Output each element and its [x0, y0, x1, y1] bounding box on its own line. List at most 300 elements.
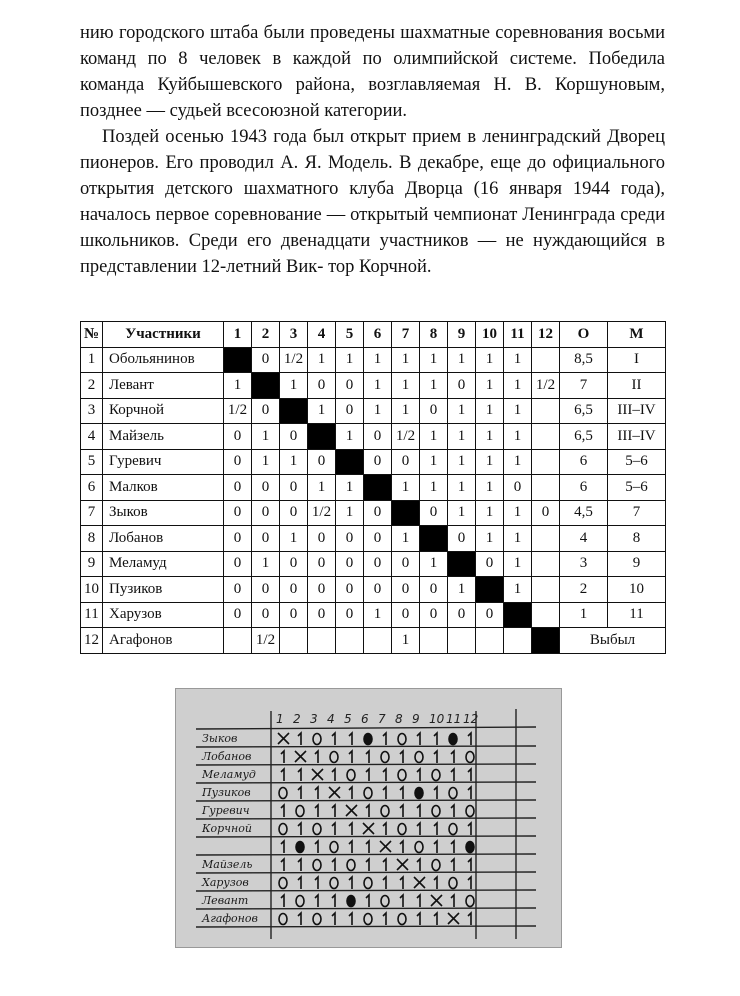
photo-player-names [201, 732, 258, 925]
photo-result-mark [432, 806, 440, 817]
photo-result-mark [346, 805, 357, 816]
result-cell: 1/2 [280, 347, 308, 373]
photo-result-mark [434, 877, 437, 889]
participant-name: Пузиков [103, 577, 224, 603]
photo-result-mark [434, 913, 437, 925]
result-cell: 0 [420, 500, 448, 526]
diagonal-cell [448, 551, 476, 577]
result-cell [532, 449, 560, 475]
photo-result-mark [329, 787, 340, 798]
result-cell: 0 [224, 500, 252, 526]
participant-name: Майзель [103, 424, 224, 450]
photo-header-mark: 7 [378, 712, 386, 726]
photo-header-mark: 11 [446, 712, 462, 726]
header-number: № [81, 322, 103, 348]
photo-result-mark [468, 733, 471, 745]
diagonal-cell [504, 602, 532, 628]
photo-player-name: Гуревич [202, 804, 250, 817]
header-cell: 1 [224, 322, 252, 348]
result-cell: 0 [448, 526, 476, 552]
table-row [81, 347, 666, 373]
photo-result-mark [364, 734, 372, 745]
participant-name: Левант [103, 373, 224, 399]
photo-result-mark [451, 751, 454, 763]
result-cell: 0 [364, 449, 392, 475]
result-cell [224, 628, 252, 654]
photo-result-mark [381, 896, 389, 907]
table-row [81, 526, 666, 552]
photo-result-mark [434, 787, 437, 799]
score-cell: 8,5 [560, 347, 608, 373]
photo-result-mark [313, 734, 321, 745]
photo-result-mark [279, 914, 287, 925]
photo-result-mark [315, 805, 318, 817]
photo-result-mark [417, 805, 420, 817]
result-cell: 0 [224, 424, 252, 450]
photo-result-mark [398, 914, 406, 925]
result-cell: 1 [448, 475, 476, 501]
photo-header-mark: 12 [463, 712, 479, 726]
table-row [81, 373, 666, 399]
result-cell: 0 [364, 526, 392, 552]
photo-result-mark [383, 877, 386, 889]
row-number: 2 [81, 373, 103, 399]
result-cell: 0 [280, 500, 308, 526]
text-line: восьми команд по 8 человек в каждой по олимпийской системе. [80, 23, 666, 69]
photo-result-mark [366, 751, 369, 763]
photo-result-mark [366, 805, 369, 817]
photo-result-mark [383, 787, 386, 799]
result-cell: 1 [448, 398, 476, 424]
article-text [80, 20, 665, 280]
photo-result-mark [364, 914, 372, 925]
result-cell: 1 [252, 551, 280, 577]
result-cell: 0 [252, 526, 280, 552]
photo-result-mark [415, 842, 423, 853]
diagonal-cell [476, 577, 504, 603]
photo-result-mark [434, 841, 437, 853]
header-cell: 3 [280, 322, 308, 348]
result-cell: 1 [504, 500, 532, 526]
photo-result-mark [298, 787, 301, 799]
photo-header-mark: 6 [361, 712, 369, 726]
result-cell: 1 [392, 373, 420, 399]
result-cell: 1 [308, 398, 336, 424]
photo-result-mark [296, 896, 304, 907]
photo-result-mark [414, 877, 425, 888]
result-cell: 1 [476, 398, 504, 424]
photo-result-mark [415, 752, 423, 763]
photo-result-mark [313, 824, 321, 835]
result-cell: 0 [280, 475, 308, 501]
photo-header-mark: 8 [395, 712, 403, 726]
photo-result-mark [366, 769, 369, 781]
row-number: 6 [81, 475, 103, 501]
result-cell: 1 [364, 398, 392, 424]
result-cell [280, 628, 308, 654]
photo-result-mark [432, 860, 440, 871]
photo-result-mark [332, 859, 335, 871]
result-cell: 1 [392, 526, 420, 552]
photo-result-mark [468, 877, 471, 889]
photo-player-name: Левант [202, 894, 249, 907]
photo-player-name: Корчной [202, 822, 252, 835]
result-cell: 0 [308, 551, 336, 577]
photo-result-mark [383, 733, 386, 745]
photo-result-mark [400, 787, 403, 799]
paragraph-2 [80, 124, 665, 280]
result-cell: 1 [504, 551, 532, 577]
result-cell: 1 [476, 500, 504, 526]
table-row [81, 424, 666, 450]
photo-result-mark [397, 859, 408, 870]
photo-result-mark [468, 859, 471, 871]
photo-result-mark [449, 734, 457, 745]
photo-player-name: Майзель [202, 858, 253, 871]
diagonal-cell [224, 347, 252, 373]
row-number: 8 [81, 526, 103, 552]
text-line: Дворец пионеров. Его проводил А. Я. Модель. В декабре, еще до [80, 127, 665, 173]
result-cell: 1/2 [392, 424, 420, 450]
photo-result-mark [383, 913, 386, 925]
result-cell: 0 [392, 449, 420, 475]
place-cell: 5–6 [608, 475, 666, 501]
result-cell: 0 [224, 577, 252, 603]
result-cell: 1 [504, 526, 532, 552]
table-row [81, 475, 666, 501]
photo-result-mark [281, 751, 284, 763]
place-cell: 11 [608, 602, 666, 628]
result-cell: 1 [420, 347, 448, 373]
score-cell: 3 [560, 551, 608, 577]
result-cell: 0 [392, 551, 420, 577]
header-cell: 5 [336, 322, 364, 348]
photo-player-name: Харузов [202, 876, 249, 889]
result-cell: 1 [504, 347, 532, 373]
result-cell: 0 [224, 602, 252, 628]
result-cell: 0 [280, 424, 308, 450]
photo-result-mark [434, 733, 437, 745]
score-cell: 7 [560, 373, 608, 399]
score-cell: 2 [560, 577, 608, 603]
header-cell: 7 [392, 322, 420, 348]
photo-result-mark [383, 823, 386, 835]
header-cell: 11 [504, 322, 532, 348]
result-cell: 0 [252, 602, 280, 628]
photo-result-mark [449, 878, 457, 889]
photo-result-mark [298, 769, 301, 781]
photo-result-mark [298, 733, 301, 745]
place-cell: I [608, 347, 666, 373]
text-line: чемпионат Ленинграда среди школьников. Среди его двенадцати [80, 205, 665, 251]
result-cell: 0 [308, 449, 336, 475]
header-cell: 4 [308, 322, 336, 348]
result-cell [308, 628, 336, 654]
result-cell: 1/2 [308, 500, 336, 526]
place-cell: 8 [608, 526, 666, 552]
result-cell: 1 [420, 373, 448, 399]
diagonal-cell [252, 373, 280, 399]
place-cell: 9 [608, 551, 666, 577]
result-cell: 1 [504, 449, 532, 475]
photo-result-mark [315, 751, 318, 763]
result-cell: 1 [476, 449, 504, 475]
result-cell: 0 [392, 602, 420, 628]
result-cell: 1 [280, 449, 308, 475]
photo-result-mark [451, 859, 454, 871]
photo-drawing [176, 689, 561, 947]
result-cell: 1 [420, 424, 448, 450]
photo-result-mark [296, 806, 304, 817]
photo-handwritten-results [278, 733, 474, 925]
diagonal-cell [392, 500, 420, 526]
score-cell: 6,5 [560, 398, 608, 424]
result-cell: 1 [392, 347, 420, 373]
result-cell [532, 398, 560, 424]
photo-result-mark [383, 769, 386, 781]
result-cell: 1 [252, 424, 280, 450]
photo-result-mark [330, 878, 338, 889]
place-cell: III–IV [608, 424, 666, 450]
result-cell: 0 [252, 398, 280, 424]
result-cell: 1 [504, 424, 532, 450]
photo-result-mark [417, 895, 420, 907]
result-cell: 0 [420, 602, 448, 628]
photo-result-mark [417, 823, 420, 835]
photo-result-mark [296, 842, 304, 853]
participant-name: Корчной [103, 398, 224, 424]
table-row [81, 551, 666, 577]
photo-result-mark [298, 913, 301, 925]
photo-result-mark [366, 895, 369, 907]
photo-result-mark [380, 841, 391, 852]
result-cell: 1 [504, 373, 532, 399]
crosstable-container [80, 321, 666, 654]
photo-result-mark [281, 841, 284, 853]
photo-result-mark [449, 788, 457, 799]
result-cell: 1 [476, 373, 504, 399]
result-cell: 1 [476, 526, 504, 552]
photo-result-mark [281, 769, 284, 781]
result-cell: 0 [336, 577, 364, 603]
photo-result-mark [400, 805, 403, 817]
row-number: 4 [81, 424, 103, 450]
photo-result-mark [451, 895, 454, 907]
header-cell: 12 [532, 322, 560, 348]
photo-result-mark [315, 895, 318, 907]
photo-player-name: Пузиков [202, 786, 251, 799]
photo-result-mark [400, 751, 403, 763]
result-cell: 0 [392, 577, 420, 603]
table-header-row [81, 322, 666, 348]
result-cell: 1 [280, 526, 308, 552]
participant-name: Обольянинов [103, 347, 224, 373]
result-cell: 0 [336, 373, 364, 399]
photo-result-mark [400, 877, 403, 889]
photo-result-mark [451, 841, 454, 853]
result-cell: 1 [336, 347, 364, 373]
table-row [81, 602, 666, 628]
photo-result-mark [449, 824, 457, 835]
result-cell: 0 [336, 526, 364, 552]
photo-result-mark [366, 859, 369, 871]
photo-result-mark [279, 788, 287, 799]
photo-result-mark [332, 895, 335, 907]
photo-result-mark [349, 751, 352, 763]
photo-result-mark [466, 842, 474, 853]
photo-result-mark [315, 787, 318, 799]
result-cell: 0 [252, 500, 280, 526]
result-cell: 1 [336, 500, 364, 526]
photo-result-mark [363, 823, 374, 834]
result-cell: 1 [336, 424, 364, 450]
result-cell: 1 [280, 373, 308, 399]
photo-header-mark: 1 [276, 712, 284, 726]
photo-result-mark [315, 841, 318, 853]
header-cell: 6 [364, 322, 392, 348]
result-cell: 0 [448, 373, 476, 399]
result-cell: 1 [448, 424, 476, 450]
result-cell: 1 [420, 449, 448, 475]
row-number: 10 [81, 577, 103, 603]
photo-header-mark: 4 [327, 712, 335, 726]
place-cell: II [608, 373, 666, 399]
result-cell: 1 [504, 577, 532, 603]
photo-result-mark [381, 806, 389, 817]
row-number: 1 [81, 347, 103, 373]
diagonal-cell [336, 449, 364, 475]
photo-result-mark [417, 913, 420, 925]
result-cell: 0 [224, 475, 252, 501]
score-cell: 4,5 [560, 500, 608, 526]
result-cell: 1/2 [532, 373, 560, 399]
text-line: участников — не нуждающийся в представлении 12-летний Вик- [80, 231, 666, 277]
result-cell: 1 [392, 475, 420, 501]
result-cell: 0 [364, 500, 392, 526]
result-cell: 0 [532, 500, 560, 526]
photo-result-mark [349, 877, 352, 889]
result-cell: 0 [336, 551, 364, 577]
photo-result-mark [298, 823, 301, 835]
withdrawn-note: Выбыл [560, 628, 666, 654]
photo-result-mark [281, 859, 284, 871]
text-line: Победила команда Куйбышевского района, возглавляемая [80, 49, 666, 95]
photo-result-mark [295, 751, 306, 762]
photo-result-mark [400, 895, 403, 907]
photo-result-mark [415, 788, 423, 799]
result-cell: 0 [252, 347, 280, 373]
result-cell: 0 [280, 577, 308, 603]
photo-result-mark [466, 752, 474, 763]
result-cell: 0 [308, 602, 336, 628]
photo-result-mark [349, 823, 352, 835]
result-cell [448, 628, 476, 654]
diagonal-cell [532, 628, 560, 654]
result-cell: 0 [420, 398, 448, 424]
result-cell: 1 [364, 373, 392, 399]
result-cell: 1 [392, 628, 420, 654]
diagonal-cell [420, 526, 448, 552]
table-row [81, 398, 666, 424]
header-cell: 9 [448, 322, 476, 348]
photo-result-mark [434, 823, 437, 835]
result-cell [532, 577, 560, 603]
photo-result-mark [279, 824, 287, 835]
header-cell: М [608, 322, 666, 348]
photo-result-mark [468, 769, 471, 781]
participant-name: Зыков [103, 500, 224, 526]
photo-result-mark [398, 824, 406, 835]
result-cell: 1 [308, 347, 336, 373]
text-line: Поздей осенью 1943 года был открыт прием в ленинградский [102, 127, 601, 147]
result-cell: 1/2 [252, 628, 280, 654]
result-cell: 1 [448, 500, 476, 526]
photo-result-mark [332, 733, 335, 745]
header-participants: Участники [103, 322, 224, 348]
result-cell: 0 [448, 602, 476, 628]
result-cell [336, 628, 364, 654]
photo-result-mark [347, 770, 355, 781]
participant-name: Агафонов [103, 628, 224, 654]
result-cell [420, 628, 448, 654]
photo-result-mark [434, 751, 437, 763]
row-number: 9 [81, 551, 103, 577]
result-cell [532, 347, 560, 373]
photo-result-mark [298, 859, 301, 871]
score-cell: 6 [560, 475, 608, 501]
result-cell: 1 [364, 602, 392, 628]
result-cell: 0 [476, 602, 504, 628]
result-cell: 1 [392, 398, 420, 424]
diagonal-cell [280, 398, 308, 424]
participant-name: Малков [103, 475, 224, 501]
photo-result-mark [349, 733, 352, 745]
row-number: 5 [81, 449, 103, 475]
text-line: официального открытия детского шахматного клуба Дворца [80, 153, 665, 199]
result-cell: 1 [364, 347, 392, 373]
result-cell: 0 [364, 551, 392, 577]
result-cell: 0 [336, 602, 364, 628]
photo-result-mark [431, 895, 442, 906]
photo-result-mark [366, 841, 369, 853]
result-cell: 1 [308, 475, 336, 501]
result-cell: 1 [336, 475, 364, 501]
photo-header-mark: 2 [293, 712, 301, 726]
result-cell: 1 [224, 373, 252, 399]
paragraph-1 [80, 20, 665, 124]
text-line: нию городского штаба были проведены шахматные соревнования [80, 23, 604, 43]
place-cell: 7 [608, 500, 666, 526]
result-cell: 0 [224, 526, 252, 552]
photo-player-name: Меламуд [202, 768, 256, 781]
photo-result-mark [398, 770, 406, 781]
score-cell: 1 [560, 602, 608, 628]
header-cell: О [560, 322, 608, 348]
photo-result-mark [312, 769, 323, 780]
participant-name: Меламуд [103, 551, 224, 577]
photo-header-mark: 9 [412, 712, 420, 726]
place-cell: 5–6 [608, 449, 666, 475]
photo-result-mark [451, 769, 454, 781]
photo-header-mark: 10 [429, 712, 445, 726]
photo-result-mark [313, 860, 321, 871]
photo-player-name: Зыков [202, 732, 238, 745]
photo-result-mark [381, 752, 389, 763]
score-cell: 6,5 [560, 424, 608, 450]
header-cell: 8 [420, 322, 448, 348]
photo-result-mark [364, 788, 372, 799]
photo-result-mark [468, 823, 471, 835]
